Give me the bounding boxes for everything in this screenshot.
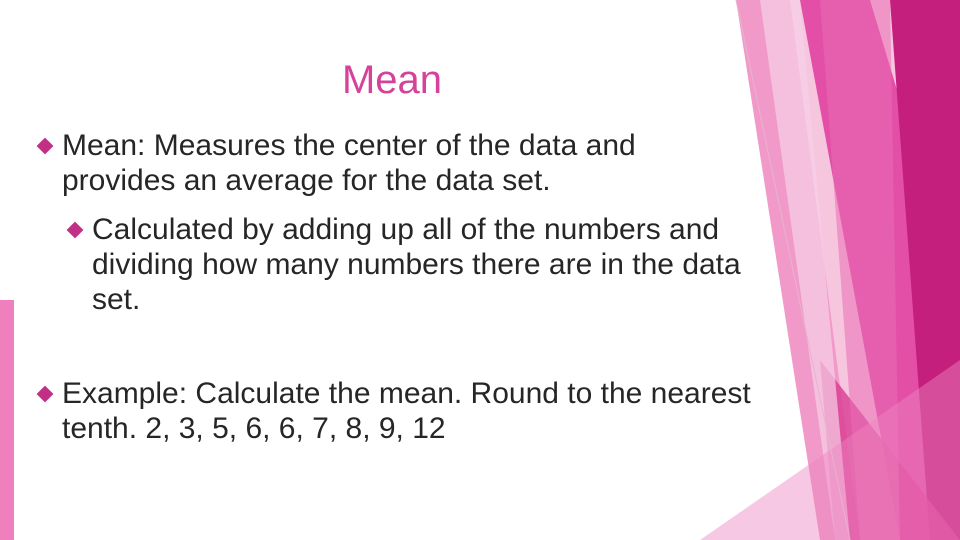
bullet-text: Calculated by adding up all of the numbers and dividing how many numbers there are in the data set. [92,213,741,316]
bullet-example [62,376,752,446]
bullet-text: Calculate the mean. Round to the nearest tenth. 2, 3, 5, 6, 6, 7, 8, 9, 12 [62,377,751,445]
bullet-term: Example [62,377,179,410]
slide-title: Mean [341,58,443,102]
bullet-term-sep: : [137,129,146,162]
sub-bullet-calculation [92,212,782,317]
bullet-text: Measures the center of the data and provides an average for the data set. [62,129,636,197]
bullet-mean-definition [62,128,752,198]
bullet-term: Mean [62,129,138,162]
left-accent-bar [0,300,14,540]
bullet-term-sep: : [178,377,188,410]
